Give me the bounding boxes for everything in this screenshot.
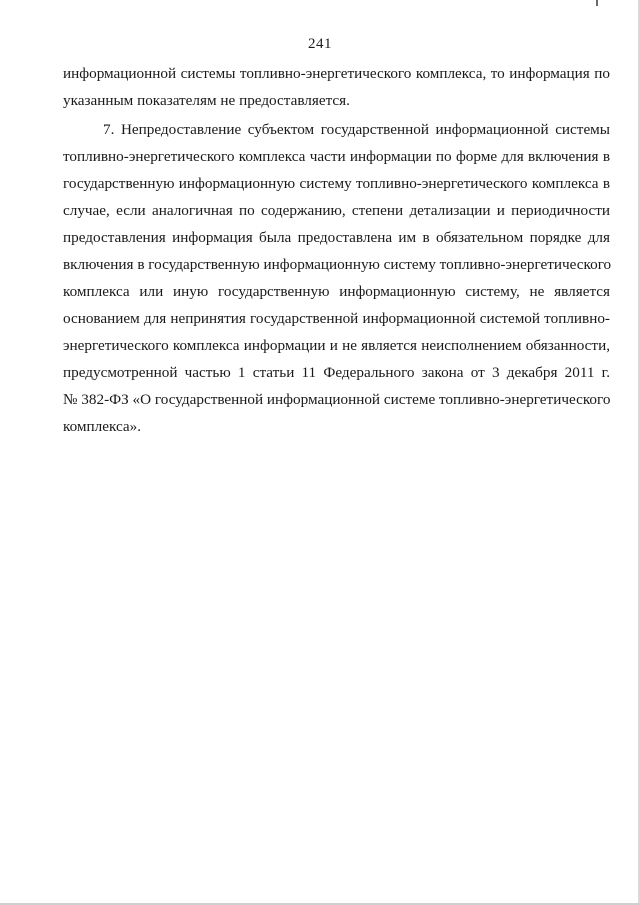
text-line-5: государственную информационную систему топливно-энергетического комплекса в bbox=[63, 175, 610, 192]
text-line-14: комплекса». bbox=[63, 418, 142, 435]
text-line-6: случае, если аналогичная по содержанию, степени детализации и периодичности bbox=[63, 202, 610, 219]
text-line-1: информационной системы топливно-энергетического комплекса, то информация по bbox=[63, 65, 610, 82]
text-line-12: предусмотренной частью 1 статьи 11 Федерального закона от 3 декабря 2011 г. bbox=[63, 364, 610, 381]
text-line-9: комплекса или иную государственную информационную систему, не является bbox=[63, 283, 610, 300]
text-line-7: предоставления информация была предоставлена им в обязательном порядке для bbox=[63, 229, 610, 246]
text-line-11: энергетического комплекса информации и не является неисполнением обязанности, bbox=[63, 337, 610, 354]
text-line-2: указанным показателям не предоставляется. bbox=[63, 92, 350, 109]
text-line-13: № 382-ФЗ «О государственной информационной системе топливно-энергетического bbox=[63, 391, 611, 408]
scan-mark bbox=[596, 0, 598, 6]
text-line-8: включения в государственную информационную систему топливно-энергетического bbox=[63, 256, 612, 273]
page-number: 241 bbox=[308, 36, 332, 52]
paragraph-7-first-line: 7. Непредоставление субъектом государственной информационной системы bbox=[103, 121, 610, 138]
text-line-10: основанием для непринятия государственной информационной системой топливно- bbox=[63, 310, 610, 327]
text-line-4: топливно-энергетического комплекса части информации по форме для включения в bbox=[63, 148, 610, 165]
